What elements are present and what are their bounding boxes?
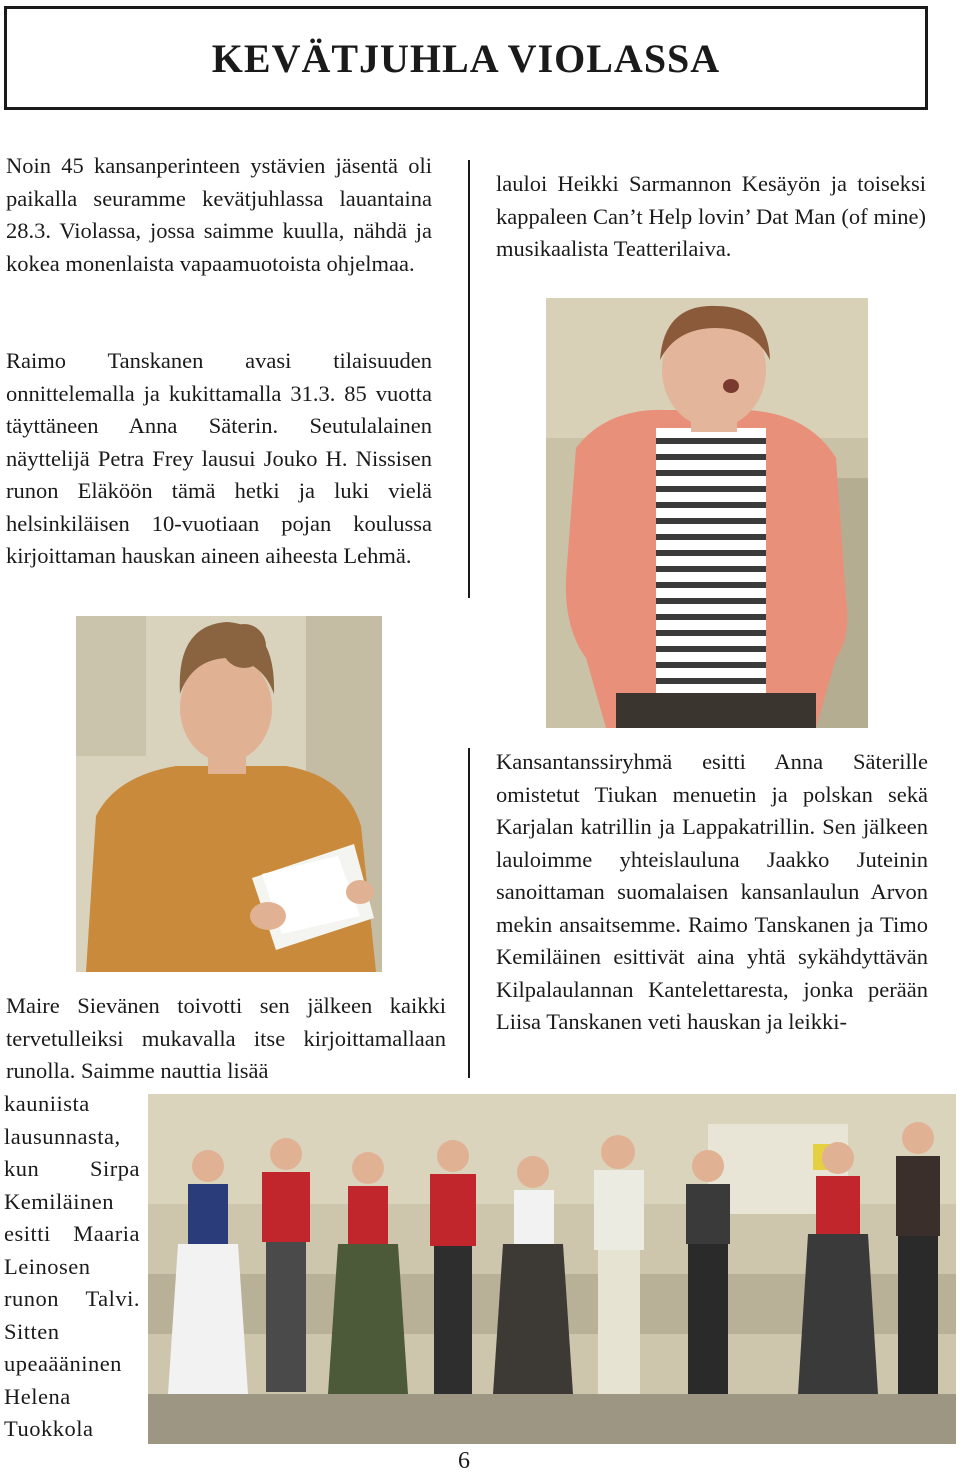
photo-reader xyxy=(76,616,382,972)
paragraph-maire xyxy=(6,990,446,1088)
singer-illustration xyxy=(546,298,868,728)
photo-singer xyxy=(546,298,868,728)
paragraph-heikki xyxy=(496,168,926,266)
column-rule-bottom xyxy=(468,748,470,1078)
paragraph-sirpa-text: kauniista lausunnasta, kun Sirpa Kemiläinen esitti Maaria Leinosen runon Talvi. Sitten upeaääninen Helena Tuokkola xyxy=(4,1091,140,1441)
paragraph-intro-text: Noin 45 kansanperinteen ystävien jäsentä oli paikalla seuramme kevätjuhlassa lauantaina 28.3. Violassa, jossa saimme kuulla, nähdä ja kokea monenlaista vapaamuotoista ohjelmaa. xyxy=(6,153,432,276)
paragraph-opening xyxy=(6,345,432,573)
page-number: 6 xyxy=(458,1448,470,1474)
column-rule-top xyxy=(468,160,470,598)
paragraph-maire-text: Maire Sievänen toivotti sen jälkeen kaikki tervetulleiksi mukavalla itse kirjoittamallaan runolla. Saimme nauttia lisää xyxy=(6,993,446,1083)
paragraph-intro xyxy=(6,150,432,280)
paragraph-opening-text: Raimo Tanskanen avasi tilaisuuden onnittelemalla ja kukittamalla 31.3. 85 vuotta täyttäneen Anna Säterin. Seutulalainen näyttelijä Petra Frey lausui Jouko H. Nissisen runon Eläköön tämä hetki ja luki vielä helsinkiläisen 10-vuotiaan pojan koulussa kirjoittaman hauskan aineen aiheesta Lehmä. xyxy=(6,348,432,568)
reader-illustration xyxy=(76,616,382,972)
paragraph-heikki-text: lauloi Heikki Sarmannon Kesäyön ja toiseksi kappaleen Can’t Help lovin’ Dat Man (of mine) musikaalista Teatterilaiva. xyxy=(496,171,926,261)
paragraph-dance-text: Kansantanssiryhmä esitti Anna Säterille omistetut Tiukan menuetin ja polskan sekä Karjalan katrillin ja Lappakatrillin. Sen jälkeen lauloimme yhteislauluna Jaakko Juteinin sanoittaman suomalaisen kansanlaulun Arvon mekin ansaitsemme. Raimo Tanskanen ja Timo Kemiläinen esittivät aina yhtä sykähdyttävän Kilpalaulannan Kantelettaresta, jonka perään Liisa Tanskanen veti hauskan ja leikki- xyxy=(496,749,928,1034)
dance-group-illustration xyxy=(148,1094,956,1444)
photo-dance-group xyxy=(148,1094,956,1444)
title-box xyxy=(4,6,928,110)
paragraph-sirpa xyxy=(4,1088,140,1446)
page-title: KEVÄTJUHLA VIOLASSA xyxy=(211,35,721,81)
paragraph-dance xyxy=(496,746,928,1039)
